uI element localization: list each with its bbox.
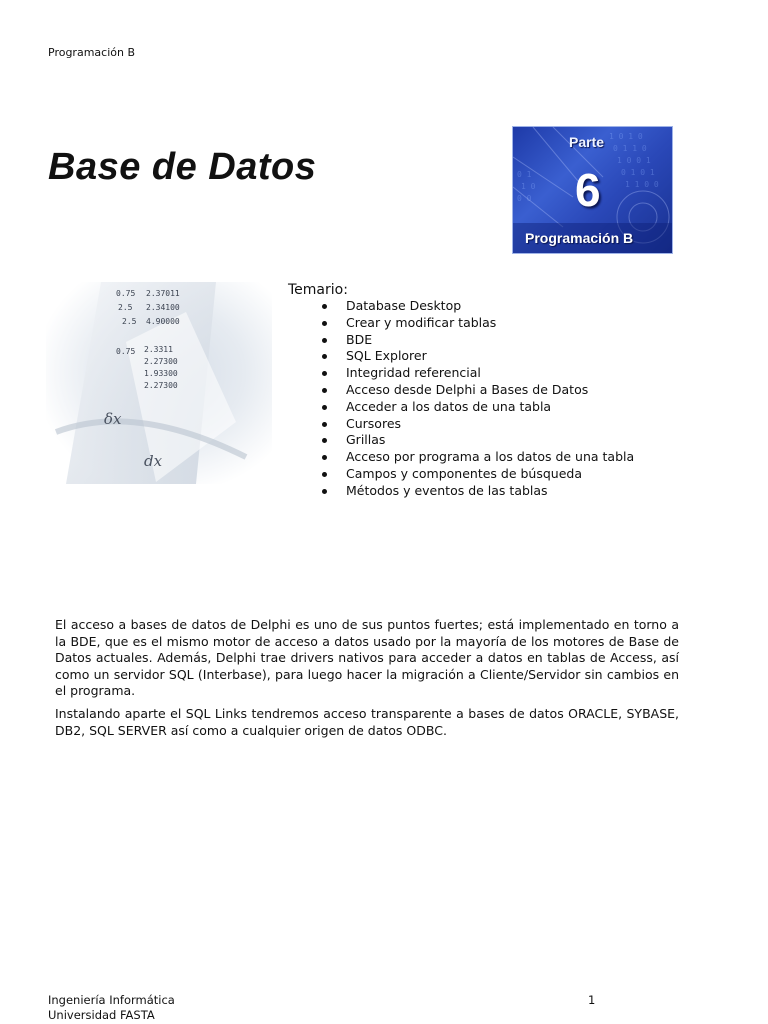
page-number: 1 [588,993,596,1007]
badge-subtitle: Programación B [525,230,634,246]
paragraph-intro: El acceso a bases de datos de Delphi es uno de sus puntos fuertes; está implementado en torno a la BDE, que es el mismo motor de acceso a datos usado por la mayoría de los motores de Base de Datos actuales. Además, Delphi trae drivers nativos para acceder a datos en tablas de Access, así como un servidor SQL (Interbase), para luego hacer la migración a Cliente/Servidor sin cambios en el programa. [55,617,679,699]
svg-text:0 0: 0 0 [517,194,532,203]
temario-label: Temario: [288,282,348,298]
deco-figure: 2.37011 [146,289,180,298]
deco-figure: 1.93300 [144,369,178,378]
footer-line-1: Ingeniería Informática [48,993,175,1007]
deco-math: dx [144,452,163,470]
list-item: Cursores [318,416,634,433]
page-title: Base de Datos [48,146,317,188]
svg-text:0 1 0 1: 0 1 0 1 [621,168,655,177]
list-item: Acceder a los datos de una tabla [318,399,634,416]
deco-figure: 2.27300 [144,381,178,390]
footer [48,993,175,1023]
svg-text:0 1 1 0: 0 1 1 0 [613,144,647,153]
deco-figure: 2.3311 [144,345,173,354]
deco-figure: 2.5 [122,317,137,326]
svg-text:1 1 0 0: 1 1 0 0 [625,180,659,189]
list-item: Métodos y eventos de las tablas [318,483,634,500]
list-item: BDE [318,332,634,349]
deco-figure: 0.75 [116,347,136,356]
topics-list [318,298,634,500]
deco-figure: 2.34100 [146,303,180,312]
deco-figure: 0.75 [116,289,136,298]
body-text [55,617,679,745]
list-item: Database Desktop [318,298,634,315]
svg-text:1 0 0 1: 1 0 0 1 [617,156,651,165]
decorative-image [46,282,272,484]
deco-math: δx [104,410,122,428]
list-item: SQL Explorer [318,348,634,365]
part-badge-image [512,126,673,254]
svg-text:1 0 1 0: 1 0 1 0 [609,132,643,141]
list-item: Grillas [318,432,634,449]
svg-text:1 0: 1 0 [521,182,536,191]
list-item: Acceso por programa a los datos de una tabla [318,449,634,466]
deco-figure: 2.27300 [144,357,178,366]
footer-line-2: Universidad FASTA [48,1008,155,1022]
deco-figure: 2.5 [118,303,133,312]
badge-word: Parte [569,134,605,150]
list-item: Campos y componentes de búsqueda [318,466,634,483]
list-item: Acceso desde Delphi a Bases de Datos [318,382,634,399]
header-label: Programación B [48,46,136,59]
list-item: Integridad referencial [318,365,634,382]
badge-number: 6 [575,164,601,216]
svg-text:0 1: 0 1 [517,170,532,179]
paragraph-sql-links: Instalando aparte el SQL Links tendremos acceso transparente a bases de datos ORACLE, SYBASE, DB2, SQL SERVER así como a cualquier origen de datos ODBC. [55,705,679,738]
deco-figure: 4.90000 [146,317,180,326]
list-item: Crear y modificar tablas [318,315,634,332]
